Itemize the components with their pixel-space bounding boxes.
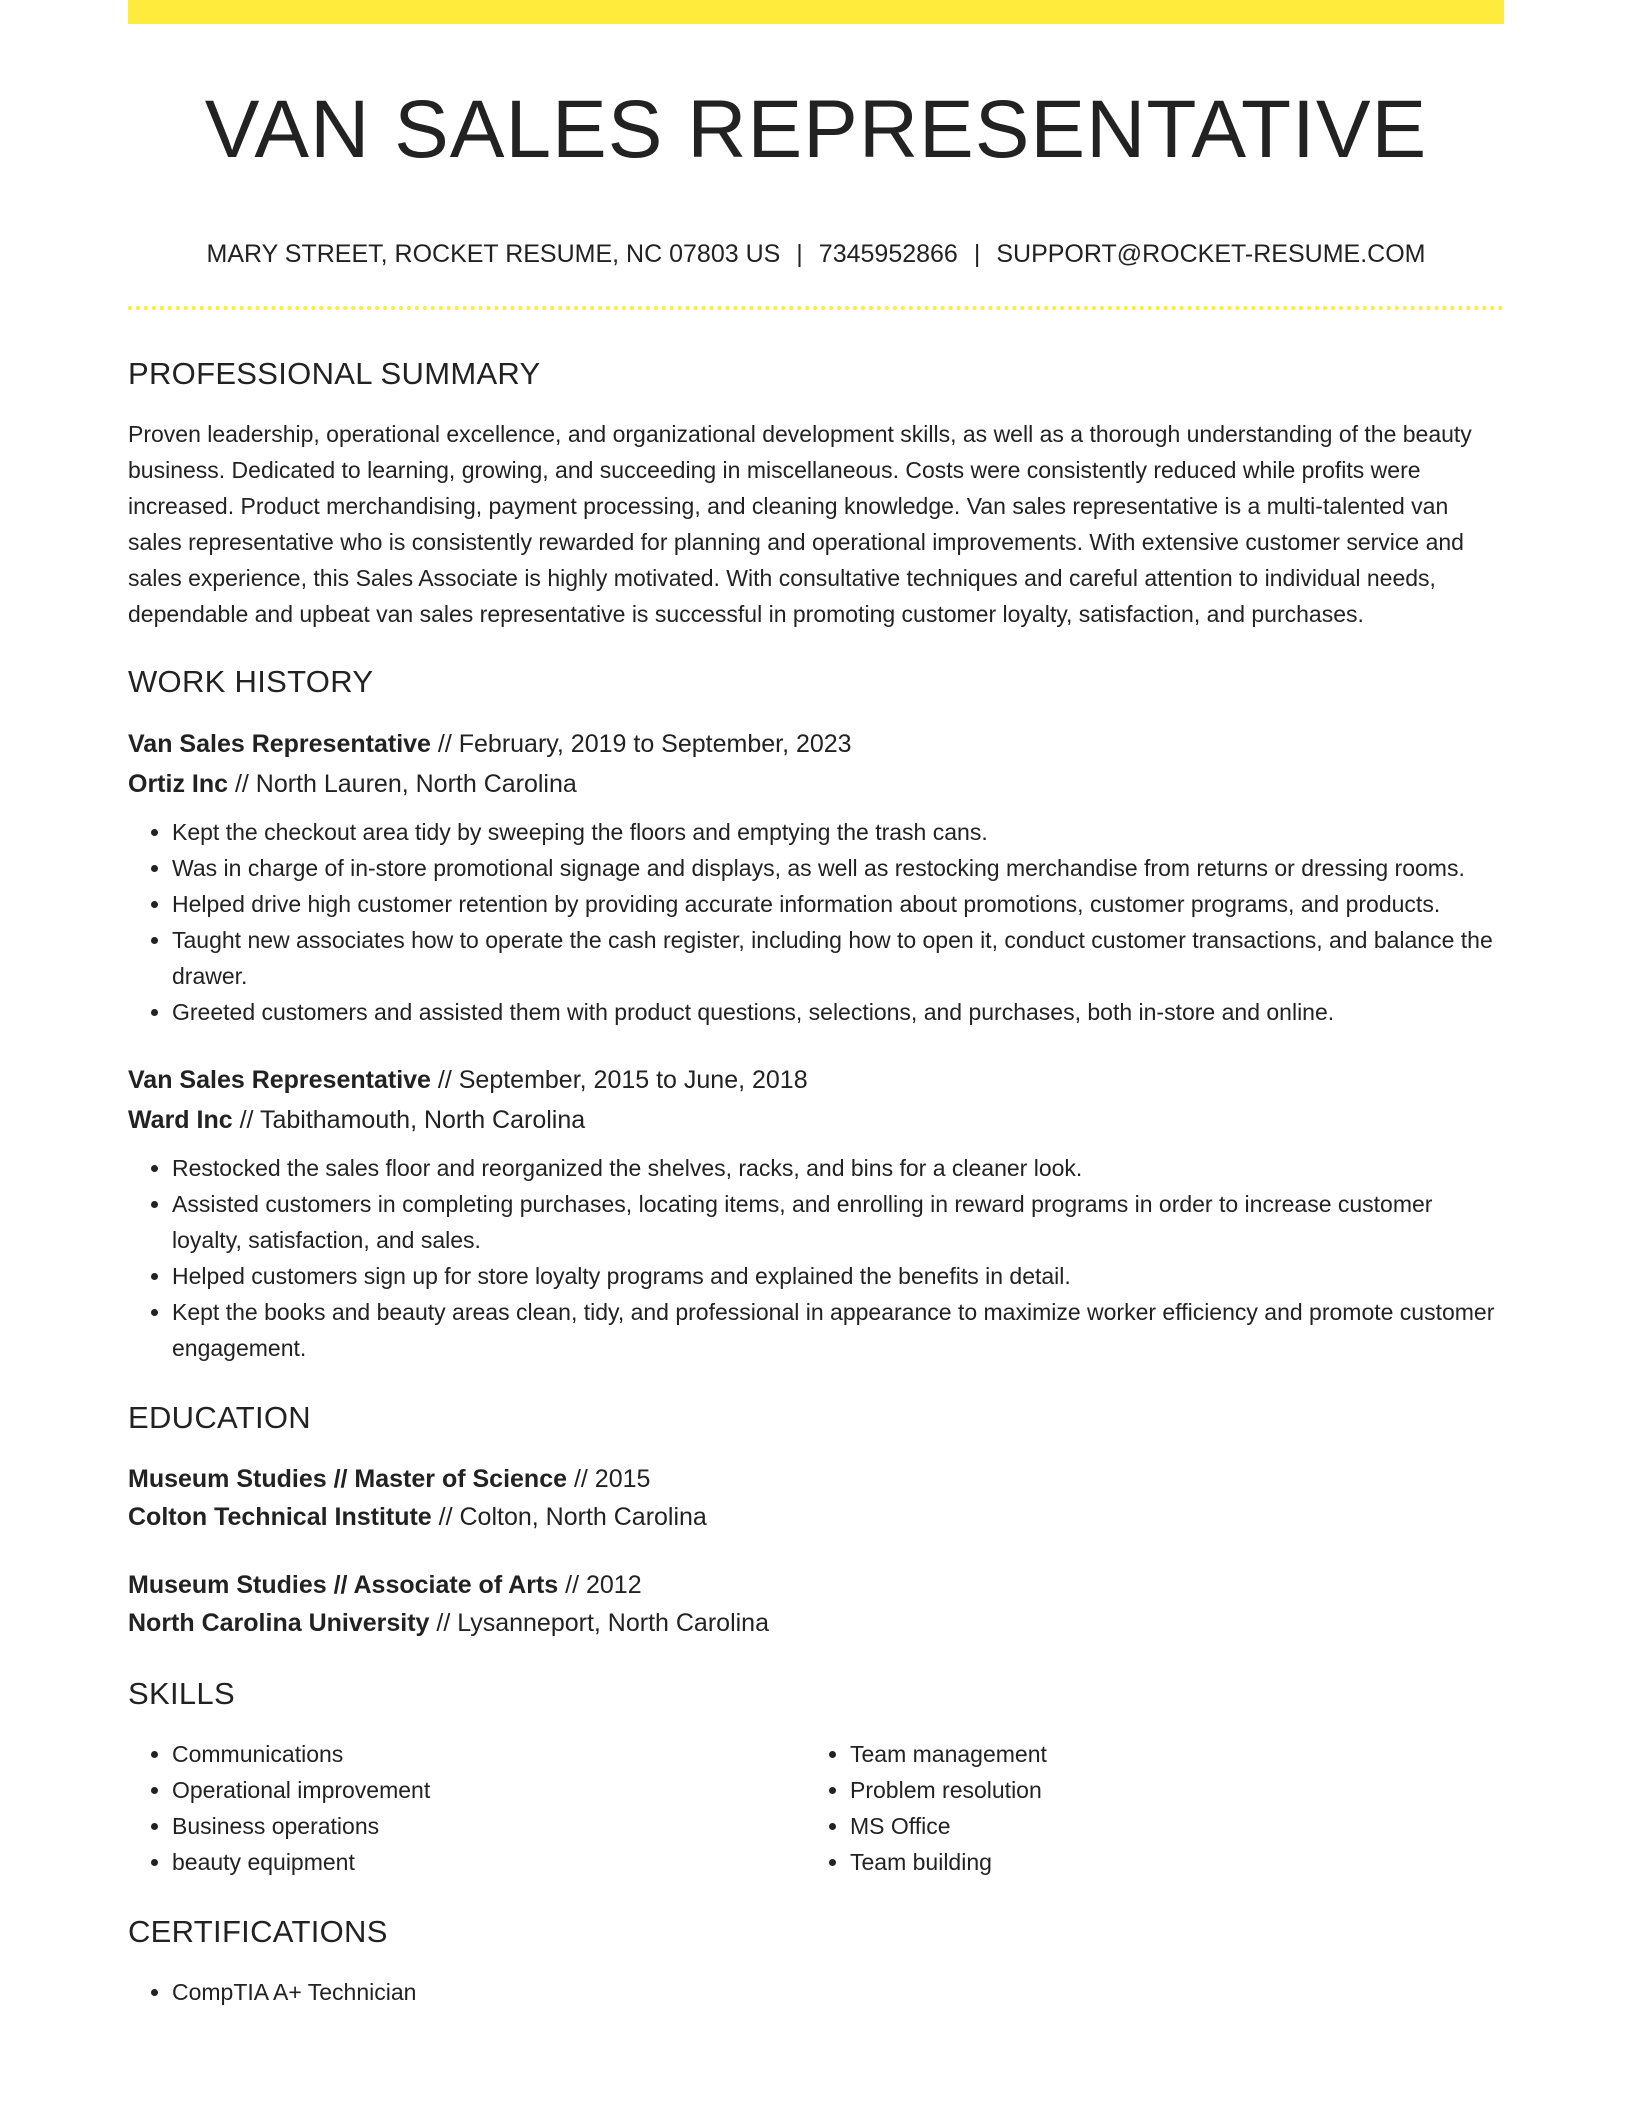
job-dates: // February, 2019 to September, 2023 [430,730,852,758]
education-school-line [128,1604,1504,1642]
certifications-section [128,1910,1504,2010]
list-item: • Problem resolution [850,1772,1484,1808]
education-entry [128,1566,1504,1642]
contact-phone: 7345952866 [818,240,958,268]
list-item: • MS Office [850,1808,1484,1844]
education-degree: Museum Studies // Associate of Arts [128,1571,559,1599]
list-item: • Kept the checkout area tidy by sweeping the floors and emptying the trash cans. [172,814,1504,850]
section-heading: EDUCATION [128,1400,311,1435]
list-item: • Assisted customers in completing purchases, locating items, and enrolling in reward programs in order to increase customer loyalty, satisfaction, and sales. [172,1186,1504,1258]
section-heading: PROFESSIONAL SUMMARY [128,356,541,391]
list-item: • Helped customers sign up for store loyalty programs and explained the benefits in detail. [172,1258,1504,1294]
education-degree: Museum Studies // Master of Science [128,1465,568,1493]
job-company: Ortiz Inc [128,770,229,798]
contact-separator: | [796,240,803,268]
contact-line [128,236,1504,272]
list-item: • Helped drive high customer retention by providing accurate information about promotions, customer programs, and products. [172,886,1504,922]
education-school: Colton Technical Institute [128,1503,432,1531]
job-company: Ward Inc [128,1106,233,1134]
education-year: // 2012 [558,1571,642,1599]
resume-title: VAN SALES REPRESENTATIVE [204,84,1428,175]
contact-email: SUPPORT@ROCKET-RESUME.COM [996,240,1426,268]
job-title: Van Sales Representative [128,730,431,758]
list-item: • Business operations [172,1808,806,1844]
list-item: • Kept the books and beauty areas clean, tidy, and professional in appearance to maximize worker efficiency and promote customer engagement. [172,1294,1504,1366]
job-entry [128,1060,1504,1366]
job-company-line [128,764,1504,804]
section-heading: SKILLS [128,1676,235,1711]
list-item: • beauty equipment [172,1844,806,1880]
education-location: // Lysanneport, North Carolina [429,1609,769,1637]
education-school: North Carolina University [128,1609,430,1637]
education-degree-line [128,1566,1504,1604]
list-item: • CompTIA A+ Technician [172,1974,1504,2010]
job-entry [128,724,1504,1030]
summary-section [128,352,1504,632]
accent-top-bar [128,0,1504,24]
job-title: Van Sales Representative [128,1066,431,1094]
education-degree-line [128,1460,1504,1498]
education-location: // Colton, North Carolina [431,1503,707,1531]
job-company-line [128,1100,1504,1140]
list-item: • Greeted customers and assisted them with product questions, selections, and purchases, both in-store and online. [172,994,1504,1030]
job-location: // Tabithamouth, North Carolina [232,1106,586,1134]
list-item: • Restocked the sales floor and reorganized the shelves, racks, and bins for a cleaner look. [172,1150,1504,1186]
work-history-section [128,660,1504,1366]
job-bullets [128,1150,1504,1366]
list-item: • Taught new associates how to operate the cash register, including how to open it, conduct customer transactions, and balance the drawer. [172,922,1504,994]
job-location: // North Lauren, North Carolina [228,770,577,798]
section-heading: WORK HISTORY [128,664,374,699]
job-title-line [128,1060,1504,1100]
skills-column-left [128,1736,806,1880]
education-year: // 2015 [567,1465,651,1493]
contact-separator: | [973,240,981,268]
resume-body [128,352,1504,2010]
job-title-line [128,724,1504,764]
job-dates: // September, 2015 to June, 2018 [430,1066,808,1094]
skills-section [128,1672,1504,1880]
job-bullets [128,814,1504,1030]
education-school-line [128,1498,1504,1536]
resume-page [128,0,1504,2112]
skills-column-right [806,1736,1484,1880]
education-entry [128,1460,1504,1536]
certifications-list [128,1974,1504,2010]
list-item: • Communications [172,1736,806,1772]
skills-grid [128,1736,1504,1880]
list-item: • Team building [850,1844,1484,1880]
dotted-divider [128,306,1504,310]
summary-text: Proven leadership, operational excellence, and organizational development skills, as well as a thorough understanding of the beauty business. Dedicated to learning, growing, and succeeding in miscellaneous. Costs were consistently reduced while profits were increased. Product merchandising, payment processing, and cleaning knowledge. Van sales representative is a multi-talented van sales representative who is consistently rewarded for planning and operational improvements. With extensive customer service and sales experience, this Sales Associate is highly motivated. With consultative techniques and careful attention to individual needs, dependable and upbeat van sales representative is successful in promoting customer loyalty, satisfaction, and purchases. [128,421,1472,627]
list-item: • Was in charge of in-store promotional signage and displays, as well as restocking merchandise from returns or dressing rooms. [172,850,1504,886]
education-section [128,1396,1504,1642]
section-heading: CERTIFICATIONS [128,1914,388,1949]
list-item: • Operational improvement [172,1772,806,1808]
list-item: • Team management [850,1736,1484,1772]
contact-address: MARY STREET, ROCKET RESUME, NC 07803 US [206,240,781,268]
